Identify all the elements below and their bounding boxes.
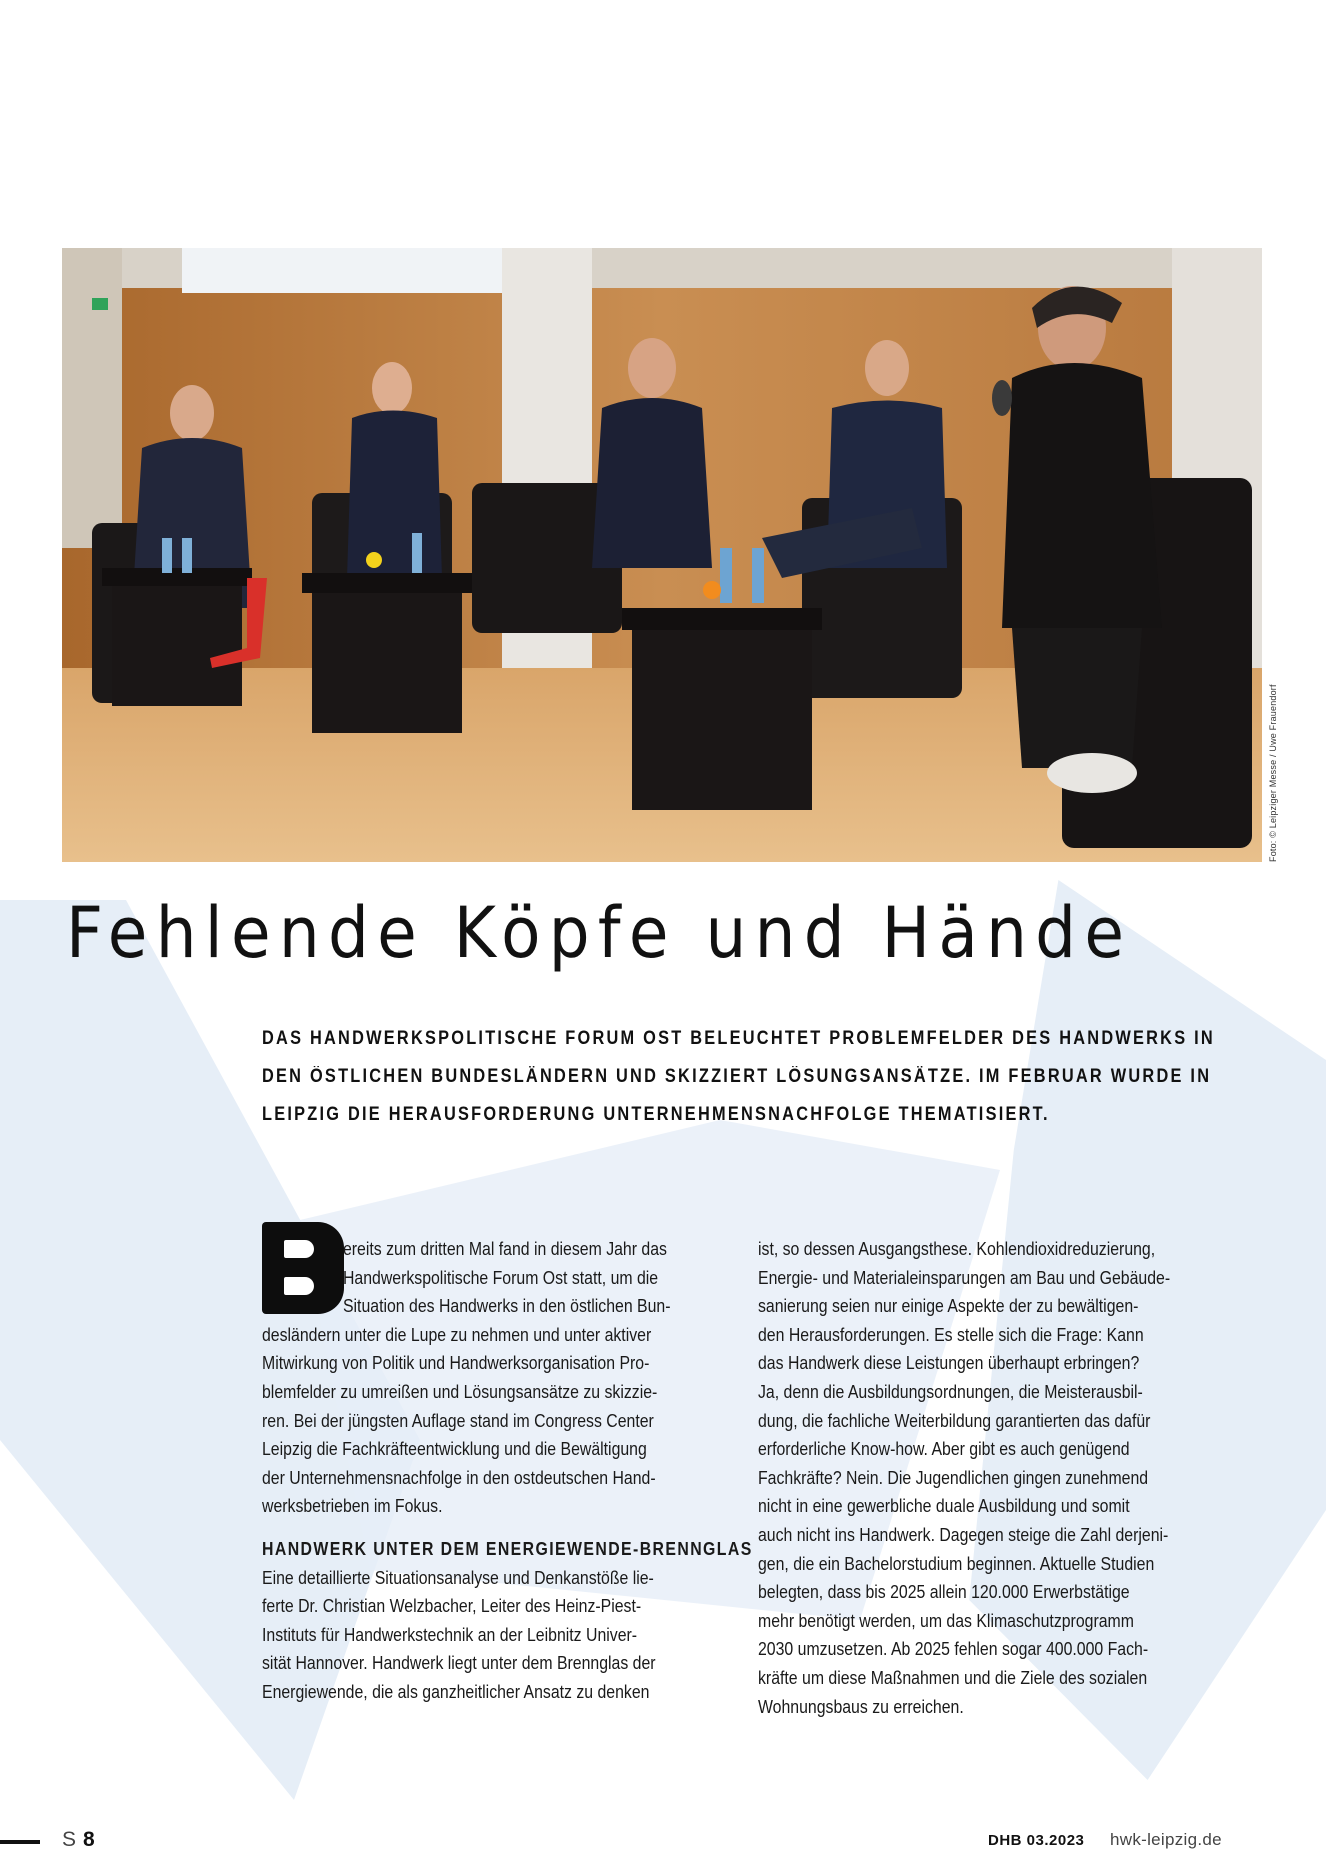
body-line: ren. Bei der jüngsten Auflage stand im Congress Center [262,1410,654,1431]
body-line: Mitwirkung von Politik und Handwerksorganisation Pro- [262,1353,650,1374]
page-prefix: S [62,1828,78,1851]
body-line: das Handwerk diese Leistungen überhaupt erbringen? [758,1353,1140,1374]
body-line: Wohnungsbaus zu erreichen. [758,1696,964,1717]
body-line: desländern unter die Lupe zu nehmen und unter aktiver [262,1324,652,1345]
lead-line: DAS HANDWERKSPOLITISCHE FORUM OST BELEUCHTET PROBLEMFELDER DES HANDWERKS IN [262,1028,1215,1049]
article-lead [262,1020,1262,1134]
issue-label: DHB 03.2023 [988,1832,1085,1849]
footer-rule [0,1840,40,1844]
body-line: auch nicht ins Handwerk. Dagegen steige die Zahl derjeni- [758,1524,1169,1545]
lead-line: LEIPZIG DIE HERAUSFORDERUNG UNTERNEHMENSNACHFOLGE THEMATISIERT. [262,1104,1050,1125]
body-line: nicht in eine gewerbliche duale Ausbildung und somit [758,1496,1130,1517]
body-line: ereits zum dritten Mal fand in diesem Jahr das [342,1239,667,1259]
body-line: ferte Dr. Christian Welzbacher, Leiter des Heinz-Piest- [262,1596,642,1617]
body-line: Energie- und Materialeinsparungen am Bau und Gebäude- [758,1267,1171,1288]
body-line: Energiewende, die als ganzheitlicher Ansatz zu denken [262,1681,650,1702]
body-line: kräfte um diese Maßnahmen und die Ziele des sozialen [758,1667,1148,1688]
body-line: sität Hannover. Handwerk liegt unter dem Brennglas der [262,1653,656,1674]
website-url: hwk-leipzig.de [1110,1830,1222,1849]
body-column-right [758,1235,1234,1721]
body-line: sanierung seien nur einige Aspekte der zu bewältigen- [758,1296,1139,1317]
article-photo [62,248,1262,862]
body-line: ist, so dessen Ausgangsthese. Kohlendioxidreduzierung, [758,1239,1156,1259]
body-line: Fachkräfte? Nein. Die Jugendlichen gingen zunehmend [758,1467,1149,1488]
body-line: der Unternehmensnachfolge in den ostdeutschen Hand- [262,1467,656,1488]
body-line: Leipzig die Fachkräfteentwicklung und die Bewältigung [262,1439,647,1460]
panel-discussion-photo [62,248,1262,862]
page-number [62,1828,96,1852]
lead-line: DEN ÖSTLICHEN BUNDESLÄNDERN UND SKIZZIERT LÖSUNGSANSÄTZE. IM FEBRUAR WURDE IN [262,1066,1212,1087]
body-line: mehr benötigt werden, um das Klimaschutzprogramm [758,1610,1134,1631]
body-column-left [262,1235,753,1707]
body-line: den Herausforderungen. Es stelle sich die Frage: Kann [758,1324,1144,1345]
body-line: Ja, denn die Ausbildungsordnungen, die Meisterausbil- [758,1381,1143,1402]
body-line: Situation des Handwerks in den östlichen Bun- [342,1296,671,1317]
body-line: Handwerkspolitische Forum Ost statt, um die [342,1267,659,1288]
body-line: erforderliche Know-how. Aber gibt es auch genügend [758,1439,1130,1460]
section-subheading: HANDWERK UNTER DEM ENERGIEWENDE-BRENNGLAS [262,1538,753,1559]
body-line: belegten, dass bis 2025 allein 120.000 Erwerbstätige [758,1582,1130,1603]
article-title: Fehlende Köpfe und Hände [66,892,1133,974]
photo-credit: Foto: © Leipziger Messe / Uwe Frauendorf [1268,684,1278,862]
page-number-value: 8 [83,1828,96,1851]
body-line: blemfelder zu umreißen und Lösungsansätze zu skizzie- [262,1381,658,1402]
paragraph-gap [262,1521,681,1535]
body-line: werksbetrieben im Fokus. [262,1496,443,1517]
body-line: Instituts für Handwerkstechnik an der Leibnitz Univer- [262,1624,638,1645]
body-line: 2030 umzusetzen. Ab 2025 fehlen sogar 400.000 Fach- [758,1639,1149,1660]
body-line: Eine detaillierte Situationsanalyse und Denkanstöße lie- [262,1567,654,1588]
body-line: dung, die fachliche Weiterbildung garantierten das dafür [758,1410,1151,1431]
body-line: gen, die ein Bachelorstudium beginnen. Aktuelle Studien [758,1553,1155,1574]
